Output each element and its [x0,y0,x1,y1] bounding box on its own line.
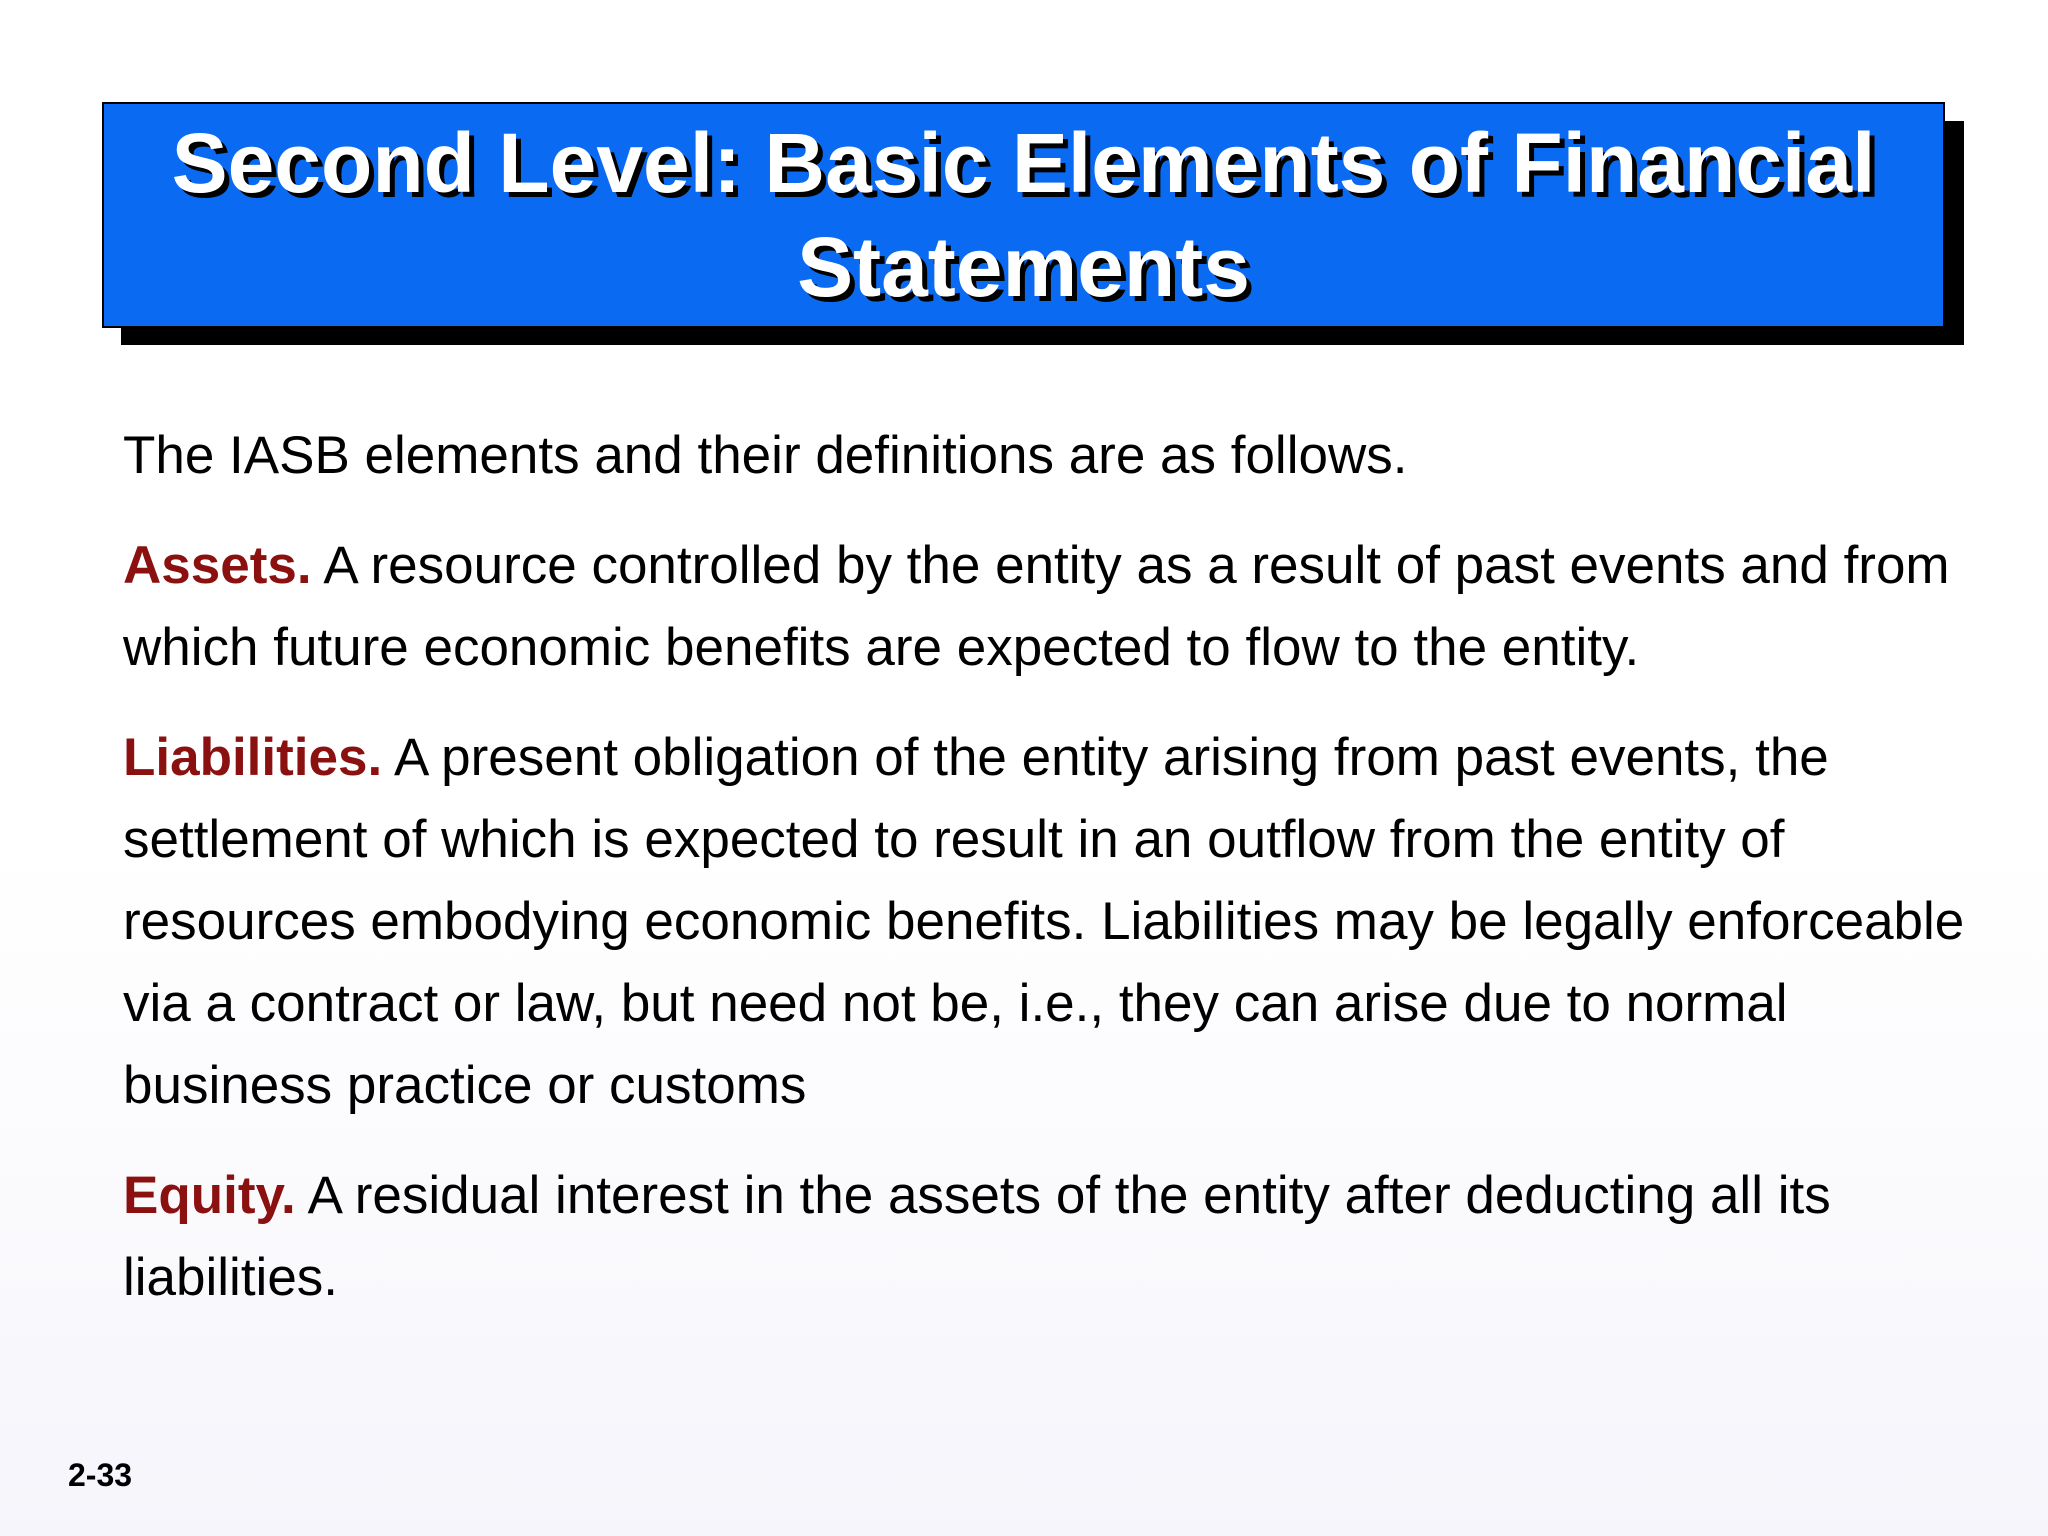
definition-equity [123,1155,1993,1319]
intro-text: The IASB elements and their definitions are as follows. [123,426,1408,485]
title-line-1: Second Level: Basic Elements of Financial [171,116,1876,210]
term-assets: Assets. [123,536,312,595]
definition-equity-text: A residual interest in the assets of the entity after deducting all its liabilities. [123,1166,1831,1307]
definition-liabilities [123,717,1993,1127]
definition-liabilities-text: A present obligation of the entity arising from past events, the settlement of which is expected to result in an outflow from the entity of resources embodying economic benefits. Liabilities may be legally enforceable via a contract or law, but need not be, i.e., they can arise due to normal business practice or customs [123,728,1965,1115]
slide-number: 2-33 [68,1457,133,1493]
term-equity: Equity. [123,1166,296,1225]
definition-assets [123,525,1993,689]
title-banner [102,102,1945,328]
slide-body [123,415,1993,1347]
term-liabilities: Liabilities. [123,728,383,787]
definition-assets-text: A resource controlled by the entity as a result of past events and from which future economic benefits are expected to flow to the entity. [123,536,1950,677]
title-line-2: Statements [797,220,1250,314]
